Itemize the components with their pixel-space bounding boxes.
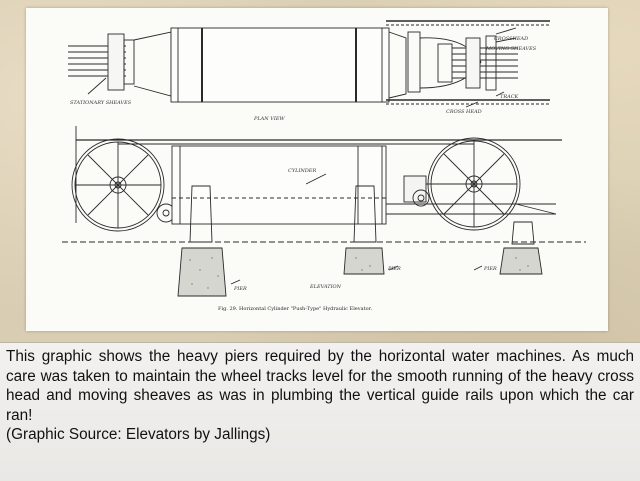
label-cross-head: CROSS HEAD [446,109,482,115]
caption-panel [0,342,640,481]
hydraulic-elevator-drawing [26,8,608,331]
label-cylinder: CYLINDER [288,168,317,174]
label-moving-sheaves: MOVING SHEAVES [486,46,537,52]
label-pier-middle: PIER [388,266,401,272]
label-crosshead: CROSSHEAD [494,36,529,42]
label-stationary-sheaves: STATIONARY SHEAVES [70,100,132,106]
engineering-drawing [26,8,608,331]
label-plan-view: PLAN VIEW [254,116,285,122]
caption-source: (Graphic Source: Elevators by Jallings) [6,426,271,443]
elevation-view-group [62,126,586,296]
caption-text: This graphic shows the heavy piers required by the horizontal water machines. As much care was taken to maintain the wheel tracks level for the smooth running of the heavy cross head and moving sheaves as was in plumbing the vertical guide rails upon which the car ran! [6,348,634,424]
label-track: TRACK [500,94,519,100]
label-elevation: ELEVATION [310,284,342,290]
figure-caption: Fig. 29. Horizontal Cylinder "Push-Type" Hydraulic Elevator. [218,306,373,312]
plan-view-group [68,21,550,107]
label-pier-right: PIER [484,266,497,272]
label-pier-left: PIER [234,286,247,292]
